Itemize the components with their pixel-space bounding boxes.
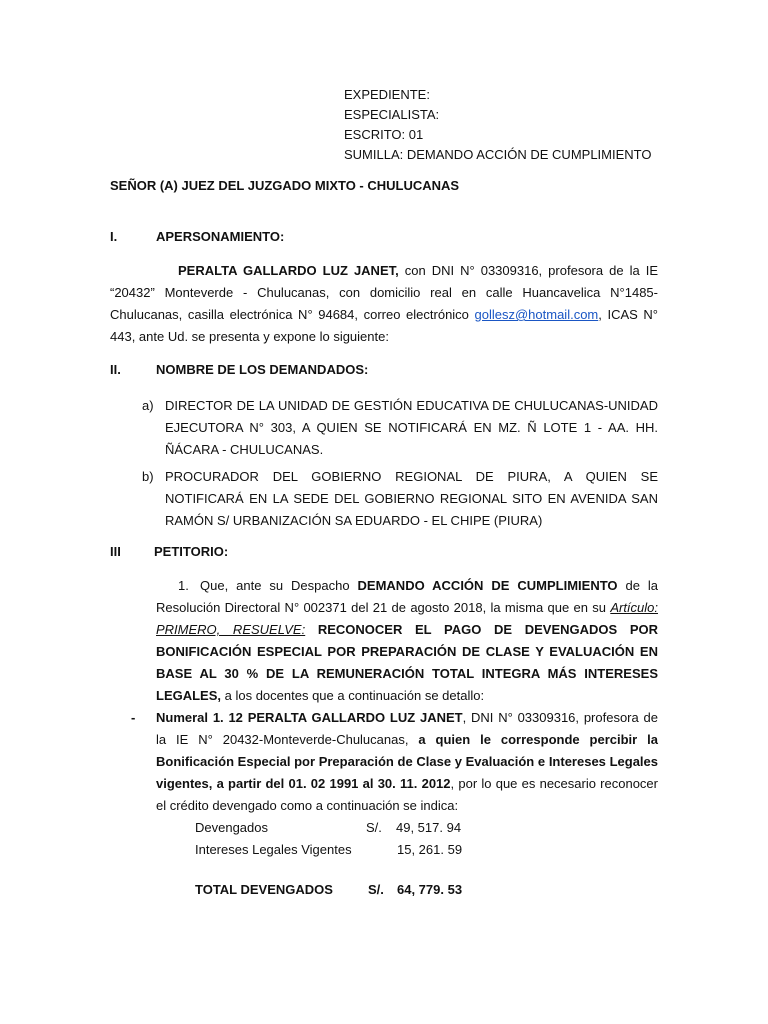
appellant-name: PERALTA GALLARDO LUZ JANET,: [178, 263, 399, 278]
section-1-heading: [110, 226, 670, 248]
intereses-label: Intereses Legales Vigentes: [195, 842, 352, 857]
section-1-paragraph: [110, 260, 658, 348]
escrito-label: ESCRITO: 01: [344, 127, 424, 142]
section-1-title: APERSONAMIENTO:: [156, 229, 285, 244]
numeral-details: , DNI N° 03309316, profesora de la IE N° 20432-Monteverde-Chulucanas,: [156, 710, 658, 747]
petition-paragraph-2: [156, 707, 658, 817]
petition-resolution: de la Resolución Directoral N° 002371 del 21 de agosto 2018, la misma que en su: [156, 578, 658, 615]
defendant-item-a: DIRECTOR DE LA UNIDAD DE GESTIÓN EDUCATIVA DE CHULUCANAS-UNIDAD EJECUTORA N° 303, A QUIEN SE NOTIFICARÁ EN MZ. Ñ LOTE 1 - AA. HH. ÑÁCARA - CHULUCANAS.: [165, 398, 658, 457]
petition-article: Artículo: PRIMERO, RESUELVE:: [156, 600, 658, 637]
section-2-number: II.: [110, 362, 121, 377]
section-1-number: I.: [110, 229, 118, 244]
section-2-heading: [110, 359, 670, 381]
total-currency: S/.: [368, 882, 384, 897]
petition-paragraph-1: [156, 575, 658, 707]
defendant-item-b: PROCURADOR DEL GOBIERNO REGIONAL DE PIURA, A QUIEN SE NOTIFICARÁ EN LA SEDE DEL GOBIERNO REGIONAL SITO EN AVENIDA SAN RAMÓN S/ URBANIZACIÓN SA EDUARDO - EL CHIPE (PIURA): [165, 469, 658, 528]
petition-number: 1.: [178, 578, 189, 593]
numeral-reference: Numeral 1. 12 PERALTA GALLARDO LUZ JANET: [156, 710, 463, 725]
case-header: [344, 85, 651, 165]
appellant-details-end: , ICAS N° 443, ante Ud. se presenta y expone lo siguiente:: [110, 307, 659, 344]
email-link[interactable]: gollesz@hotmail.com: [474, 307, 599, 322]
total-value: 64, 779. 53: [397, 882, 463, 897]
numeral-closing: , por lo que es necesario reconocer el crédito devengado como a continuación se indica:: [156, 776, 658, 813]
numeral-bonus-text: a quien le corresponde percibir la Bonificación Especial por Preparación de Clase y Evaluación e Intereses Legales vigentes, a partir del 01. 02 1991 al 30. 11. 2012: [156, 732, 658, 791]
section-3-heading: [110, 541, 670, 563]
judge-address: SEÑOR (A) JUEZ DEL JUZGADO MIXTO - CHULUCANAS: [110, 178, 460, 193]
devengados-currency: S/.: [366, 820, 382, 835]
total-label: TOTAL DEVENGADOS: [195, 882, 333, 897]
section-3-number: III: [110, 544, 121, 559]
devengados-value: 49, 517. 94: [396, 820, 462, 835]
especialista-label: ESPECIALISTA:: [344, 107, 440, 122]
petition-recipients: a los docentes que a continuación se detallo:: [221, 688, 485, 703]
intereses-value: 15, 261. 59: [397, 842, 463, 857]
appellant-details: con DNI N° 03309316, profesora de la IE “20432” Monteverde - Chulucanas, con domicilio real en calle Huancavelica N°1485-Chulucanas, casilla electrónica N° 94684, correo electrónico: [110, 263, 659, 322]
item-a-marker: a): [142, 398, 154, 413]
section-3-title: PETITORIO:: [154, 544, 229, 559]
petition-intro: Que, ante su Despacho: [200, 578, 358, 593]
expediente-label: EXPEDIENTE:: [344, 87, 430, 102]
item-b-marker: b): [142, 469, 154, 484]
petition-demand: DEMANDO ACCIÓN DE CUMPLIMIENTO: [357, 578, 618, 593]
section-2-title: NOMBRE DE LOS DEMANDADOS:: [156, 362, 369, 377]
petition-resolve-text: RECONOCER EL PAGO DE DEVENGADOS POR BONIFICACIÓN ESPECIAL POR PREPARACIÓN DE CLASE Y EVALUACIÓN EN BASE AL 30 % DE LA REMUNERACIÓN TOTAL INTEGRA MÁS INTERESES LEGALES,: [156, 622, 659, 703]
list-dash: -: [131, 710, 136, 725]
devengados-label: Devengados: [195, 820, 268, 835]
sumilla-label: SUMILLA: DEMANDO ACCIÓN DE CUMPLIMIENTO: [344, 147, 652, 162]
